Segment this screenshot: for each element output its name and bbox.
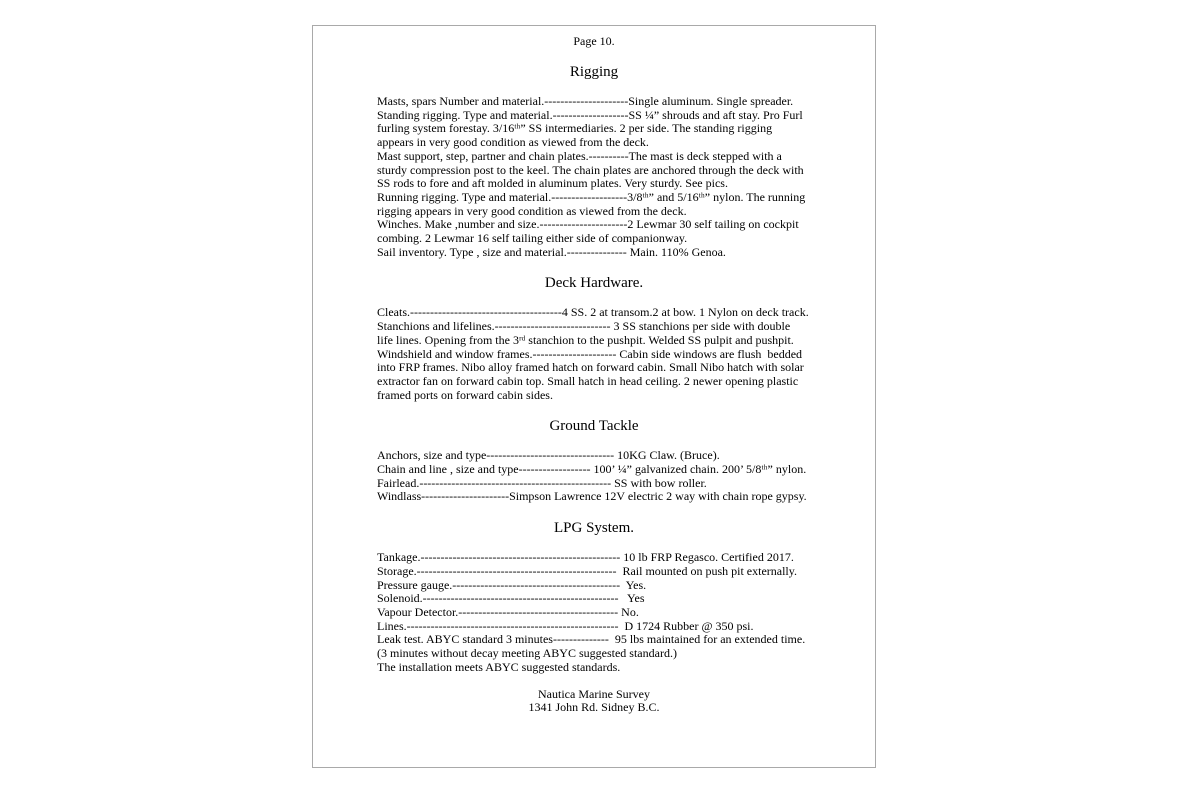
lpg-system-line: Tankage.-------------------------------------------------- 10 lb FRP Regasco. Certified 2017. bbox=[377, 550, 794, 565]
rigging-line: Running rigging. Type and material.-------------------3/8ᵗʰ” and 5/16ᵗʰ” nylon. The running bbox=[377, 189, 806, 204]
rigging-line: combing. 2 Lewmar 16 self tailing either side of companionway. bbox=[377, 231, 688, 246]
deck-hardware-line: Stanchions and lifelines.----------------------------- 3 SS stanchions per side with double bbox=[377, 319, 791, 334]
rigging-line: Winches. Make ,number and size.----------------------2 Lewmar 30 self tailing on cockpit bbox=[377, 217, 799, 232]
section-body-lpg-system bbox=[377, 551, 811, 674]
lpg-system-line: Storage.-------------------------------------------------- Rail mounted on push pit externally. bbox=[377, 563, 797, 578]
lpg-system-line: Pressure gauge.------------------------------------------ Yes. bbox=[377, 577, 647, 592]
lpg-system-line: Lines.----------------------------------------------------- D 1724 Rubber @ 350 psi. bbox=[377, 618, 754, 633]
surveyor-company-name: Nautica Marine Survey bbox=[538, 686, 650, 701]
rigging-line: Sail inventory. Type , size and material.--------------- Main. 110% Genoa. bbox=[377, 244, 726, 259]
section-heading-lpg-system: LPG System. bbox=[553, 520, 634, 537]
section-heading-rigging: Rigging bbox=[569, 64, 619, 80]
section-body-rigging bbox=[377, 95, 811, 259]
rigging-line: rigging appears in very good condition as viewed from the deck. bbox=[377, 203, 687, 218]
rigging-line: Masts, spars Number and material.---------------------Single aluminum. Single spreader. bbox=[377, 94, 794, 108]
surveyor-address: 1341 John Rd. Sidney B.C. bbox=[528, 700, 660, 715]
rigging-line: SS rods to fore and aft molded in aluminum plates. Very sturdy. See pics. bbox=[377, 176, 728, 191]
deck-hardware-line: into FRP frames. Nibo alloy framed hatch on forward cabin. Small Nibo hatch with solar bbox=[377, 360, 804, 375]
section-body-deck-hardware bbox=[377, 306, 811, 402]
page-number: Page 10. bbox=[573, 34, 615, 48]
survey-document-page bbox=[312, 25, 876, 768]
lpg-system-line: The installation meets ABYC suggested standards. bbox=[377, 659, 621, 674]
lpg-system-line: (3 minutes without decay meeting ABYC suggested standard.) bbox=[377, 646, 677, 661]
deck-hardware-line: Cleats.--------------------------------------4 SS. 2 at transom.2 at bow. 1 Nylon on deck track. bbox=[377, 305, 809, 320]
section-heading-deck-hardware: Deck Hardware. bbox=[544, 275, 644, 292]
ground-tackle-line: Anchors, size and type-------------------------------- 10KG Claw. (Bruce). bbox=[377, 448, 720, 463]
surveyor-footer bbox=[377, 688, 811, 715]
ground-tackle-line: Windlass----------------------Simpson Lawrence 12V electric 2 way with chain rope gypsy. bbox=[377, 489, 807, 504]
rigging-line: appears in very good condition as viewed from the deck. bbox=[377, 135, 649, 150]
lpg-system-line: Leak test. ABYC standard 3 minutes-------------- 95 lbs maintained for an extended time. bbox=[377, 632, 806, 647]
deck-hardware-line: Windshield and window frames.--------------------- Cabin side windows are flush bedded bbox=[377, 346, 803, 361]
section-heading-ground-tackle: Ground Tackle bbox=[549, 418, 639, 435]
rigging-line: sturdy compression post to the keel. The chain plates are anchored through the deck with bbox=[377, 162, 804, 177]
deck-hardware-line: framed ports on forward cabin sides. bbox=[377, 387, 553, 402]
deck-hardware-line: life lines. Opening from the 3ʳᵈ stanchion to the pushpit. Welded SS pulpit and pushpit. bbox=[377, 332, 794, 347]
deck-hardware-line: extractor fan on forward cabin top. Small hatch in head ceiling. 2 newer opening plastic bbox=[377, 373, 799, 388]
lpg-system-line: Vapour Detector.---------------------------------------- No. bbox=[377, 604, 639, 619]
rigging-line: Standing rigging. Type and material.-------------------SS ¼” shrouds and aft stay. Pro Furl bbox=[377, 107, 803, 122]
rigging-line: Mast support, step, partner and chain plates.----------The mast is deck stepped with a bbox=[377, 148, 782, 163]
section-body-ground-tackle bbox=[377, 449, 811, 504]
lpg-system-line: Solenoid.------------------------------------------------- Yes bbox=[377, 591, 645, 606]
ground-tackle-line: Chain and line , size and type------------------ 100’ ¼” galvanized chain. 200’ 5/8ᵗʰ” nylon. bbox=[377, 462, 807, 477]
ground-tackle-line: Fairlead.------------------------------------------------ SS with bow roller. bbox=[377, 475, 707, 490]
rigging-line: furling system forestay. 3/16ᵗʰ” SS intermediaries. 2 per side. The standing rigging bbox=[377, 121, 773, 136]
